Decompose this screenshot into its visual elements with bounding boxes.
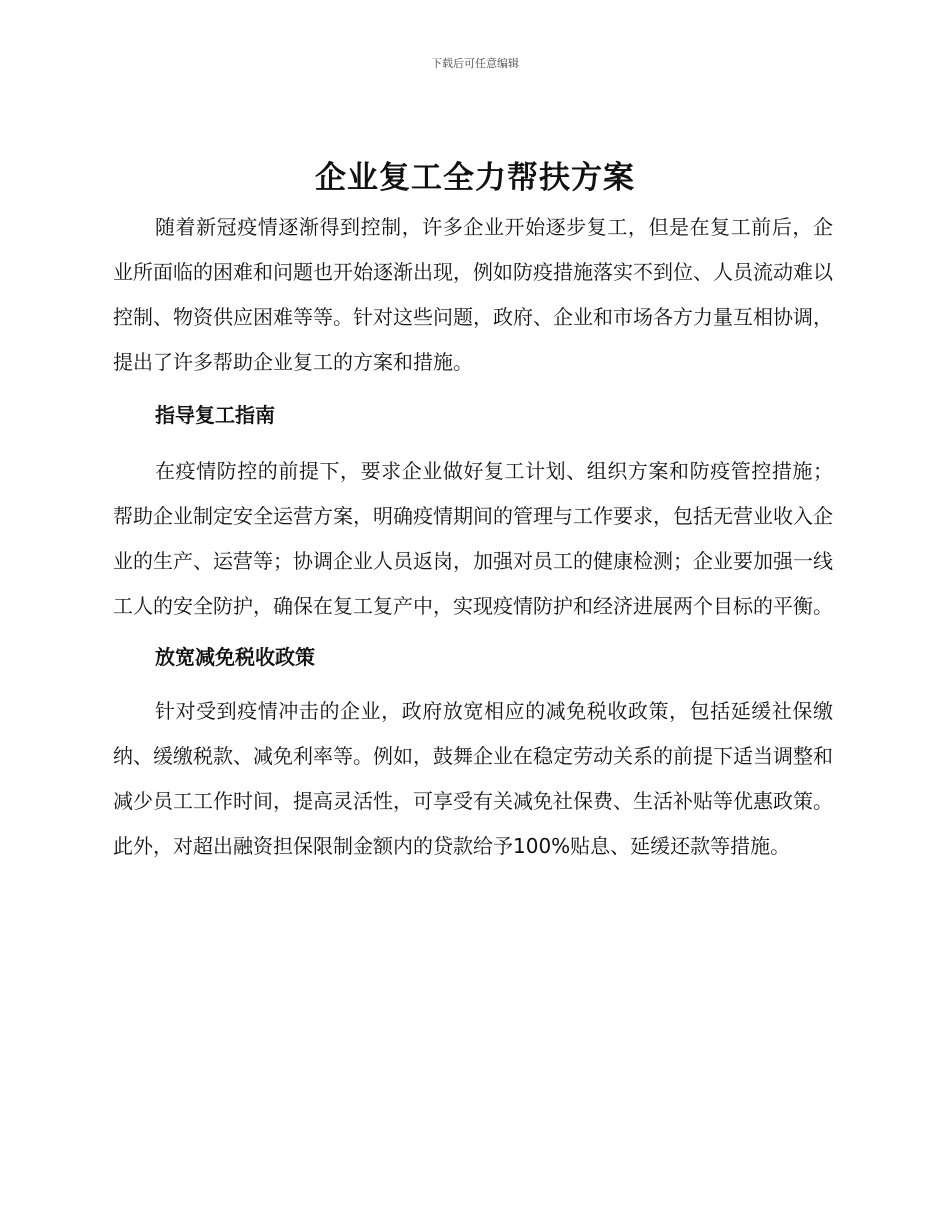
section-heading-tax-relief: 放宽减免税收政策 [155, 645, 315, 669]
header-note: 下载后可任意编辑 [431, 57, 519, 70]
document-title: 企业复工全力帮扶方案 [315, 160, 635, 196]
document-body [113, 205, 833, 869]
intro-paragraph: 随着新冠疫情逐渐得到控制，许多企业开始逐步复工，但是在复工前后，企业所面临的困难和问题也开始逐渐出现，例如防疫措施落实不到位、人员流动难以控制、物资供应困难等等。针对这些问题，政府、企业和市场各方力量互相协调，提出了许多帮助企业复工的方案和措施。 [113, 215, 833, 374]
section-body-guidance: 在疫情防控的前提下，要求企业做好复工计划、组织方案和防疫管控措施；帮助企业制定安全运营方案，明确疫情期间的管理与工作要求，包括无营业收入企业的生产、运营等；协调企业人员返岗，加强对员工的健康检测；企业要加强一线工人的安全防护，确保在复工复产中，实现疫情防护和经济进展两个目标的平衡。 [113, 459, 833, 618]
section-heading-guidance: 指导复工指南 [155, 403, 275, 427]
section-body-tax-relief: 针对受到疫情冲击的企业，政府放宽相应的减免税收政策，包括延缓社保缴纳、缓缴税款、减免利率等。例如，鼓舞企业在稳定劳动关系的前提下适当调整和减少员工工作时间，提高灵活性，可享受有关减免社保费、生活补贴等优惠政策。此外，对超出融资担保限制金额内的贷款给予100%贴息、延缓还款等措施。 [113, 699, 833, 858]
